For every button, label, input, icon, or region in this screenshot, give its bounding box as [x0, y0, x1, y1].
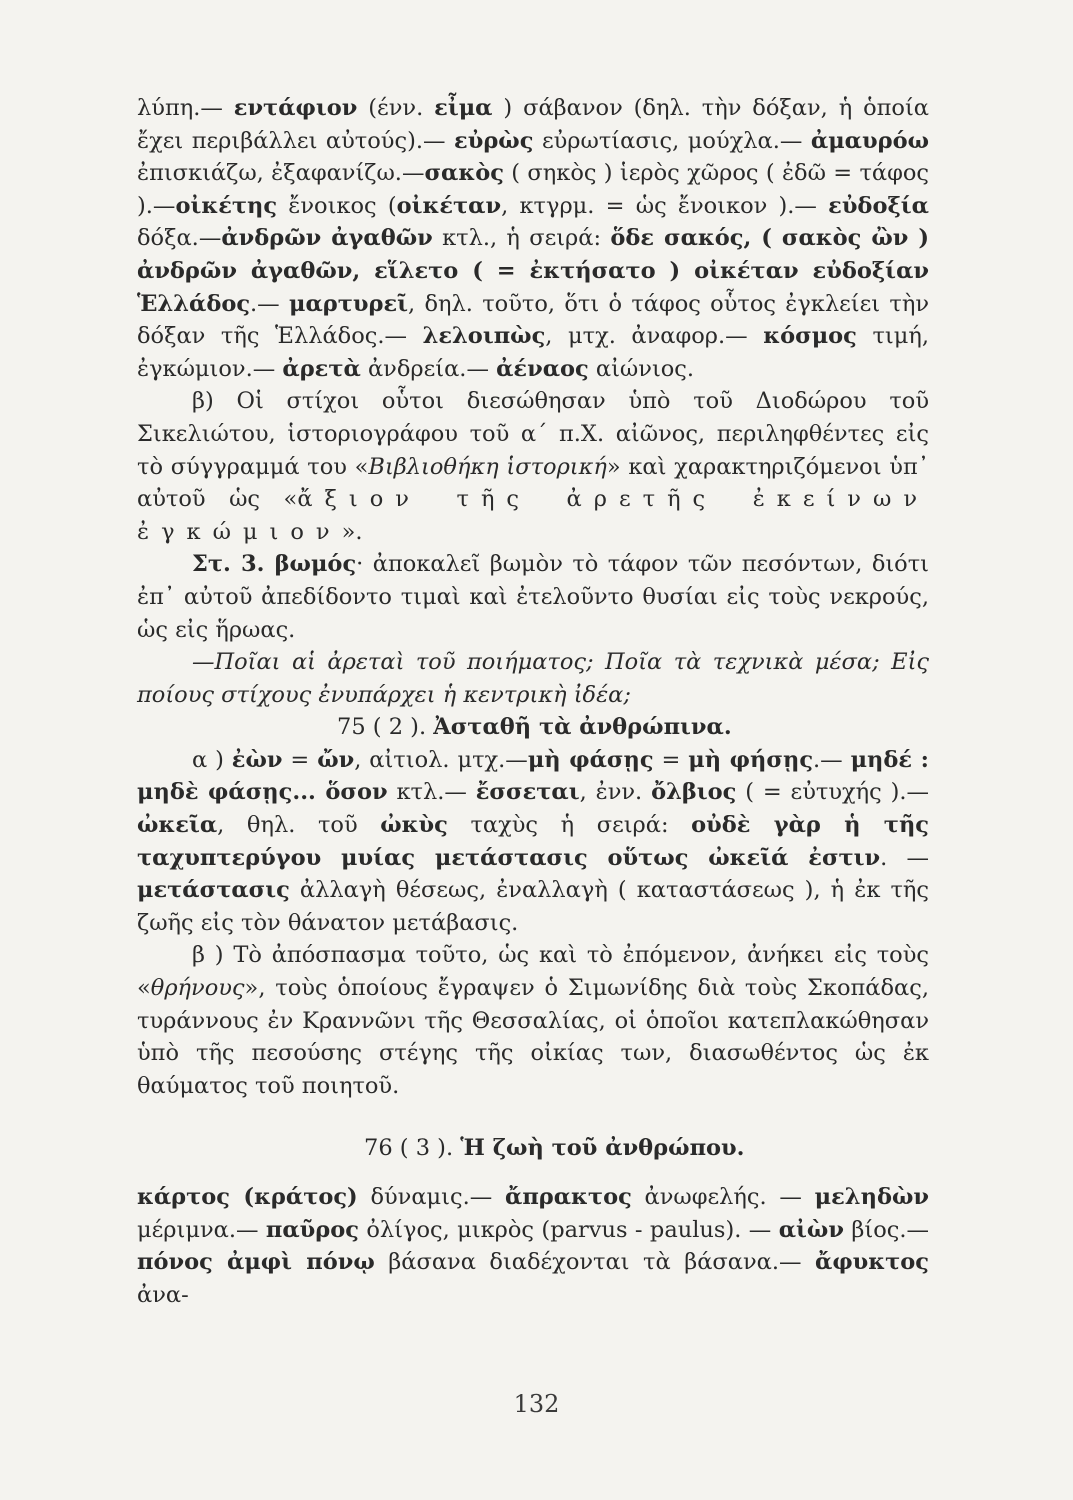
paragraph [137, 548, 929, 646]
text-run: εντάφιον [233, 95, 358, 121]
text-run: μεληδὼν [814, 1184, 929, 1210]
text-run: κτλ.— [387, 779, 476, 806]
text-run: , ἐνν. [579, 779, 652, 806]
text-run: αἰώνιος. [588, 355, 695, 382]
text-run: , θηλ. τοῦ [217, 812, 381, 839]
paragraph [137, 92, 929, 385]
text-run: ἔνοικος ( [277, 192, 397, 219]
text-run: 75 ( 2 ). [337, 714, 434, 741]
text-run: ἄξιον τῆς ἀρετῆς ἐκείνων ἐγκώμιον [137, 486, 930, 545]
paragraph [137, 744, 929, 940]
text-run: μὴ φήσῃς [688, 746, 814, 773]
text-run: κάρτος (κράτος) [137, 1184, 358, 1210]
text-run: ὀλίγος, μικρὸς (parvus - paulus). — [358, 1216, 779, 1243]
text-run: ἀνωφελής. — [631, 1184, 815, 1210]
text-run: οὐδὲ γὰρ ἡ τῆς ταχυπτερύγου μυίας μετάστασις οὕτως ὠκεῖά ἐστιν [137, 812, 930, 871]
text-run: παῦρος [265, 1216, 359, 1243]
text-run: .— [813, 746, 851, 773]
text-run: μέριμνα.— [137, 1216, 266, 1243]
text-run: κόσμος [763, 323, 857, 350]
text-run: εὐρὼς [454, 127, 534, 154]
text-run: ἀλλαγὴ θέσεως, ἐναλλαγὴ ( καταστάσεως ), ἡ ἐκ τῆς ζωῆς εἰς τὸν θάνατον μετάβασις. [137, 877, 929, 936]
text-run: ὠκεῖα [137, 812, 218, 839]
text-run: ἀνδρεία.— [360, 355, 497, 382]
text-run: βάσανα διαδέχονται τὰ βάσανα.— [374, 1249, 815, 1276]
text-run: σακὸς [424, 160, 504, 187]
text-run: α ) [192, 746, 232, 773]
text-run: τιμή, ἐγκώμιον.— [137, 323, 929, 382]
text-run: , μτχ. ἀναφορ.— [545, 323, 764, 350]
text-run: = [653, 746, 689, 773]
text-run: κτλ., ἡ σειρά: [432, 225, 611, 252]
text-run: εἶμα [434, 95, 493, 121]
text-run: , αἰτιολ. μτχ.— [354, 746, 528, 773]
page-number: 132 [513, 1390, 560, 1418]
text-run: ὠκὺς [380, 812, 448, 839]
text-run: λελοιπὼς [422, 323, 546, 350]
text-run: δύναμις.— [357, 1184, 505, 1210]
text-run: ὤν [317, 746, 355, 773]
text-run: ἀρετὰ [282, 355, 361, 382]
text-run: Ἡ ζωὴ τοῦ ἀνθρώπου. [460, 1135, 745, 1162]
text-run: ἀμαυρόω [810, 127, 929, 154]
section-heading-76 [137, 1132, 929, 1165]
text-run: οἰκέτης [175, 192, 278, 219]
text-run: · ἀποκαλεῖ βωμὸν τὸ τάφον τῶν πεσόντων, διότι ἐπ᾽ αὐτοῦ ἀπεδίδοντο τιμαὶ καὶ ἐτελοῦντο θυσίαι εἰς τοὺς νεκρούς, ὡς εἰς ἥρωας. [137, 551, 930, 643]
text-run: ταχὺς ἡ σειρά: [447, 812, 692, 839]
text-run: . — [880, 844, 929, 871]
text-run: εὐρωτίασις, μούχλα.— [533, 127, 811, 154]
text-run: .— [250, 290, 289, 317]
text-run: μηδέ : μηδὲ φάσῃς... ὅσον [137, 746, 929, 806]
text-run: Βιβλιοθήκη ἱστορική [368, 453, 607, 480]
text-run: —Ποῖαι αἱ ἀρεταὶ τοῦ ποιήματος; Ποῖα τὰ τεχνικὰ μέσα; Εἰς ποίους στίχους ἐνυπάρχει ἡ κεντρικὴ ἰδέα; [137, 649, 929, 708]
text-run: , κτγρμ. = ὡς ἔνοικον ).— [501, 192, 829, 219]
text-run: λύπη.— [137, 95, 234, 121]
text-run: = [282, 746, 318, 773]
text-run: πόνος ἀμφὶ πόνῳ [137, 1249, 375, 1276]
text-run: ( σηκὸς ) ἱερὸς χῶρος ( ἐδῶ = τάφος ).— [137, 160, 929, 219]
text-run: θρήνους [150, 975, 245, 1002]
text-run: β) Οἱ στίχοι οὗτοι διεσώθησαν ὑπὸ τοῦ Διοδώρου τοῦ Σικελιώτου, ἱστοριογράφου τοῦ α΄ π.Χ. αἰῶνος, περιληφθέντες εἰς τὸ σύγγραμμά του « [137, 388, 929, 480]
text-run: μετάστασις [137, 877, 290, 904]
text-run: δόξα.— [137, 225, 222, 252]
text-run: οἰκέταν [396, 192, 502, 219]
paragraph [137, 939, 929, 1102]
paragraph [137, 646, 929, 711]
text-run: ἀνα- [137, 1281, 189, 1308]
text-run: ( = εὐτυχής ).— [736, 779, 930, 806]
section-heading-75 [137, 711, 929, 744]
text-run: », τοὺς ὁποίους ἔγραψεν ὁ Σιμωνίδης διὰ τοὺς Σκοπάδας, τυράννους ἐν Κραννῶνι τῆς Θεσσαλίας, οἱ ὁποῖοι κατεπλακώθησαν ὑπὸ τῆς πεσούσης στέγης τῆς οἰκίας των, διασωθέντος ὡς ἐκ θαύματος τοῦ ποιητοῦ. [137, 975, 929, 1099]
paragraph [137, 385, 929, 548]
text-run: αἰὼν [778, 1216, 844, 1243]
text-run: β ) Τὸ ἀπόσπασμα τοῦτο, ὡς καὶ τὸ ἐπόμενον, ἀνήκει εἰς τοὺς « [137, 942, 929, 1002]
text-run: ἀνδρῶν ἀγαθῶν [221, 225, 433, 252]
paragraph [137, 1181, 929, 1311]
text-run: » καὶ χαρακτηριζόμενοι ὑπ᾽ αὐτοῦ ὡς « [137, 453, 929, 513]
text-run: ἀέναος [496, 355, 589, 382]
text-run: ἄφυκτος [815, 1249, 929, 1276]
text-run: ἐπισκιάζω, ἐξαφανίζω.— [137, 160, 425, 187]
text-run: μαρτυρεῖ [289, 290, 409, 317]
text-run: ἔσσεται [475, 779, 580, 806]
text-run: ὅδε σακός, ( σακὸς ὢν ) ἀνδρῶν ἀγαθῶν, εἵλετο ( = ἐκτήσατο ) οἰκέταν εὐδοξίαν Ἑλλάδος [137, 225, 929, 317]
text-run: Στ. 3. βωμός [192, 551, 357, 578]
text-run: , δηλ. τοῦτο, ὅτι ὁ τάφος οὗτος ἐγκλείει τὴν δόξαν τῆς Ἑλλάδος.— [137, 290, 929, 350]
text-run: ) σάβανον (δηλ. τὴν δόξαν, ἡ ὁποία ἔχει περιβάλλει αὐτούς).— [137, 95, 929, 154]
section-notes-74 [137, 92, 929, 711]
text-run: ». [341, 518, 363, 545]
text-run: ἄπρακτος [505, 1184, 632, 1210]
text-run: 76 ( 3 ). [364, 1135, 461, 1162]
text-run: εὐδοξία [828, 192, 929, 219]
section-notes-75 [137, 744, 929, 1103]
text-run: ἐὼν [231, 746, 283, 773]
text-run: βίος.— [843, 1216, 929, 1243]
text-run: (ένν. [357, 95, 435, 121]
text-run: μὴ φάσῃς [527, 746, 654, 773]
text-run: ὄλβιος [651, 779, 737, 806]
text-run: Ἀσταθῆ τὰ ἀνθρώπινα. [433, 714, 732, 741]
book-page-text [137, 92, 929, 1311]
section-notes-76 [137, 1181, 929, 1311]
